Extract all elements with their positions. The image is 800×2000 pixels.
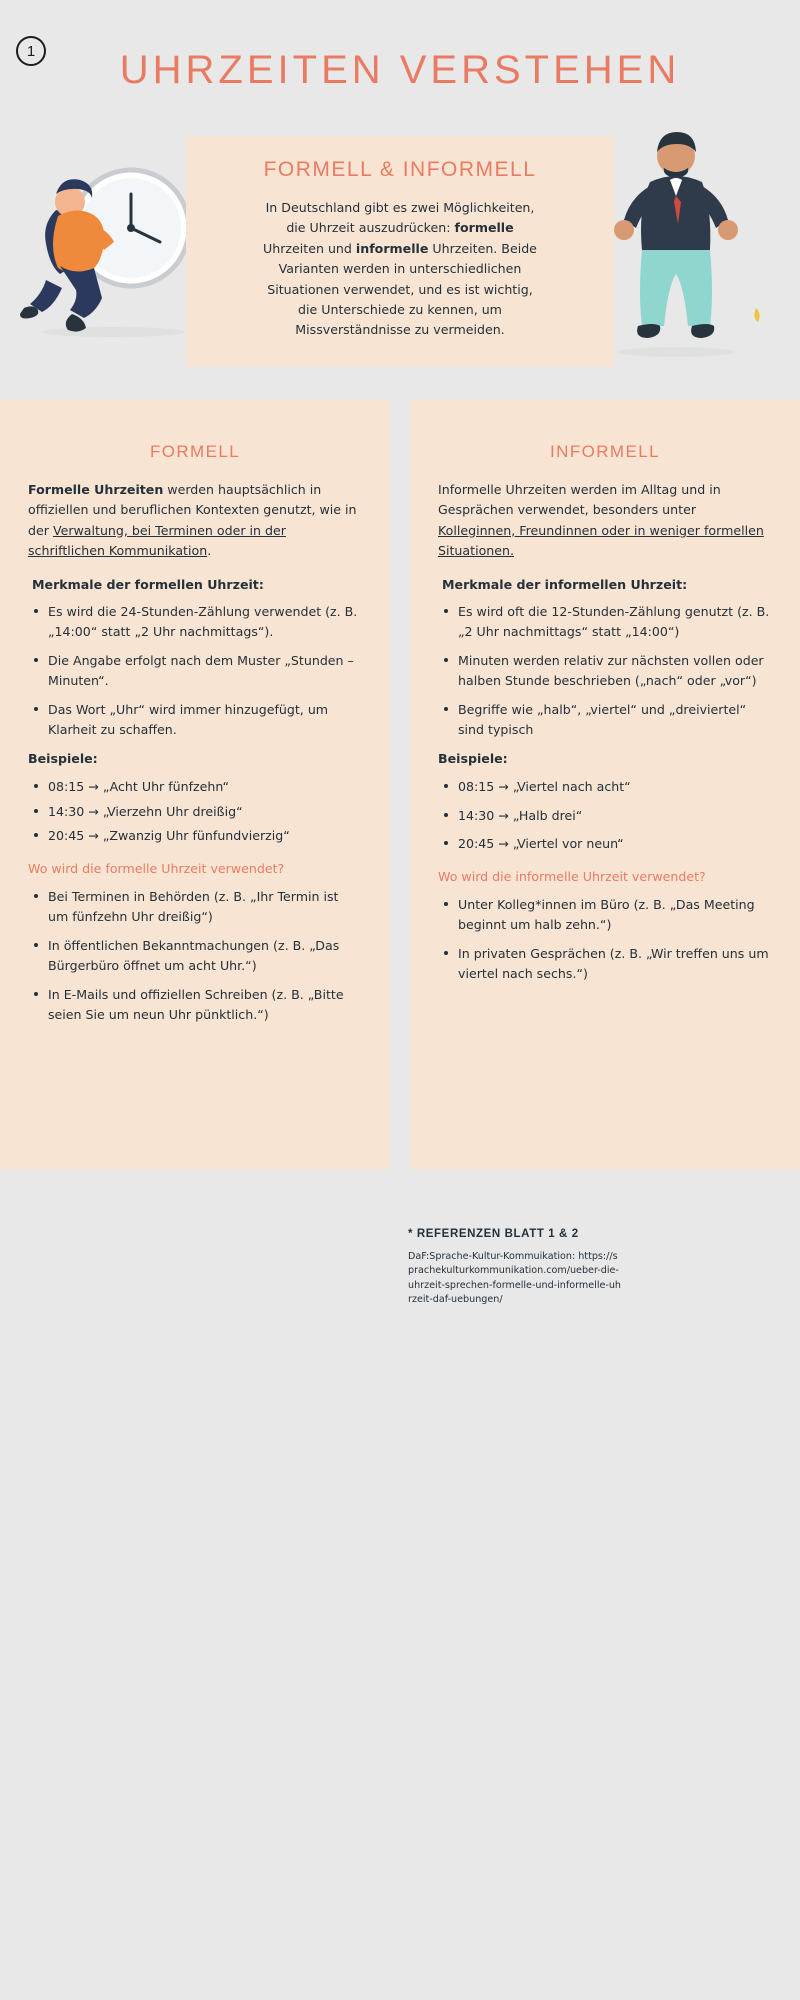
list-item: Es wird oft die 12-Stunden-Zählung genutzt (z. B. „2 Uhr nachmittags“ statt „14:00“) <box>438 602 772 642</box>
references-block <box>408 1228 738 1308</box>
intro-text-part-2: Uhrzeiten und <box>263 240 356 256</box>
intro-bold-informelle: informelle <box>355 240 429 256</box>
list-item: Das Wort „Uhr“ wird immer hinzugefügt, um Klarheit zu schaffen. <box>28 700 362 740</box>
formell-intro-underline: Verwaltung, bei Terminen oder in der schriftlichen Kommunikation <box>28 522 286 559</box>
list-item: Minuten werden relativ zur nächsten vollen oder halben Stunde beschrieben („nach“ oder „vor“) <box>438 651 772 691</box>
formell-intro-bold: Formelle Uhrzeiten <box>28 482 164 497</box>
running-woman-with-clock-illustration <box>18 150 198 350</box>
list-item: In öffentlichen Bekanntmachungen (z. B. „Das Bürgerbüro öffnet um acht Uhr.“) <box>28 936 362 976</box>
formell-intro-text-1: werden hauptsächlich in offiziellen und beruflichen Kontexten genutzt, wie in der <box>28 482 357 538</box>
list-item: 20:45 → „Zwanzig Uhr fünfundvierzig“ <box>28 826 362 846</box>
formell-heading: FORMELL <box>149 442 241 461</box>
intro-panel <box>186 136 614 366</box>
formell-beispiele-title: Beispiele: <box>28 750 98 766</box>
list-item: Die Angabe erfolgt nach dem Muster „Stunden – Minuten“. <box>28 651 362 691</box>
intro-heading: FORMELL & INFORMELL <box>263 158 537 181</box>
list-item: Bei Terminen in Behörden (z. B. „Ihr Termin ist um fünfzehn Uhr dreißig“) <box>28 887 362 927</box>
list-item: 08:15 → „Viertel nach acht“ <box>438 777 772 797</box>
informell-column <box>410 400 800 1170</box>
list-item: Unter Kolleg*innen im Büro (z. B. „Das Meeting beginnt um halb zehn.“) <box>438 895 772 935</box>
formell-usage-question: Wo wird die formelle Uhrzeit verwendet? <box>28 861 285 877</box>
list-item: 14:30 → „Vierzehn Uhr dreißig“ <box>28 802 362 822</box>
list-item: 20:45 → „Viertel vor neun“ <box>438 834 772 854</box>
illustration-svg <box>604 120 784 370</box>
informell-intro-underline: Kolleginnen, Freundinnen oder in weniger formellen Situationen. <box>438 522 764 559</box>
informell-beispiele-list <box>438 777 772 855</box>
informell-intro-text-1: Informelle Uhrzeiten werden im Alltag und in Gesprächen verwendet, besonders unter <box>438 482 721 518</box>
list-item: Begriffe wie „halb“, „viertel“ und „dreiviertel“ sind typisch <box>438 700 772 740</box>
informell-usage-question: Wo wird die informelle Uhrzeit verwendet? <box>438 869 706 885</box>
references-title: * REFERENZEN BLATT 1 & 2 <box>408 1228 579 1240</box>
list-item: In privaten Gesprächen (z. B. „Wir treffen uns um viertel nach sechs.“) <box>438 944 772 984</box>
intro-text <box>261 198 539 341</box>
formell-merkmale-title: Merkmale der formellen Uhrzeit: <box>32 576 264 592</box>
formell-beispiele-list <box>28 777 362 847</box>
page-number-label: 1 <box>26 42 36 60</box>
references-body: DaF:Sprache-Kultur-Kommuikation: https://sprachekulturkommunikation.com/ueber-die-uhrzeit-sprechen-formelle-und-informelle-uhrzeit-daf-uebungen/ <box>408 1251 622 1306</box>
formell-column <box>0 400 390 1170</box>
informell-merkmale-list <box>438 602 772 739</box>
list-item: 08:15 → „Acht Uhr fünfzehn“ <box>28 777 362 797</box>
illustration-svg <box>18 150 198 350</box>
informell-intro-paragraph <box>438 480 772 562</box>
list-item: Es wird die 24-Stunden-Zählung verwendet (z. B. „14:00“ statt „2 Uhr nachmittags“). <box>28 602 362 642</box>
formell-merkmale-list <box>28 602 362 739</box>
formell-intro-text-2: . <box>207 543 212 559</box>
informell-usage-list <box>438 895 772 984</box>
columns-band <box>0 400 800 1170</box>
informell-heading: INFORMELL <box>550 442 660 461</box>
formell-intro-paragraph <box>28 480 362 562</box>
shrugging-man-illustration <box>604 120 784 370</box>
formell-usage-list <box>28 887 362 1024</box>
list-item: 14:30 → „Halb drei“ <box>438 806 772 826</box>
informell-beispiele-title: Beispiele: <box>438 750 508 766</box>
page-title: UHRZEITEN VERSTEHEN <box>119 48 681 92</box>
list-item: In E-Mails und offiziellen Schreiben (z. B. „Bitte seien Sie um neun Uhr pünktlich.“) <box>28 985 362 1025</box>
intro-text-part-1: In Deutschland gibt es zwei Möglichkeiten, die Uhrzeit auszudrücken: <box>265 200 535 236</box>
intro-bold-formelle: formelle <box>454 220 514 236</box>
intro-text-part-3: Uhrzeiten. Beide Varianten werden in unterschiedlichen Situationen verwendet, und es ist wichtig, die Unterschiede zu kennen, um Missverständnisse zu vermeiden. <box>267 240 537 338</box>
informell-merkmale-title: Merkmale der informellen Uhrzeit: <box>442 576 688 592</box>
